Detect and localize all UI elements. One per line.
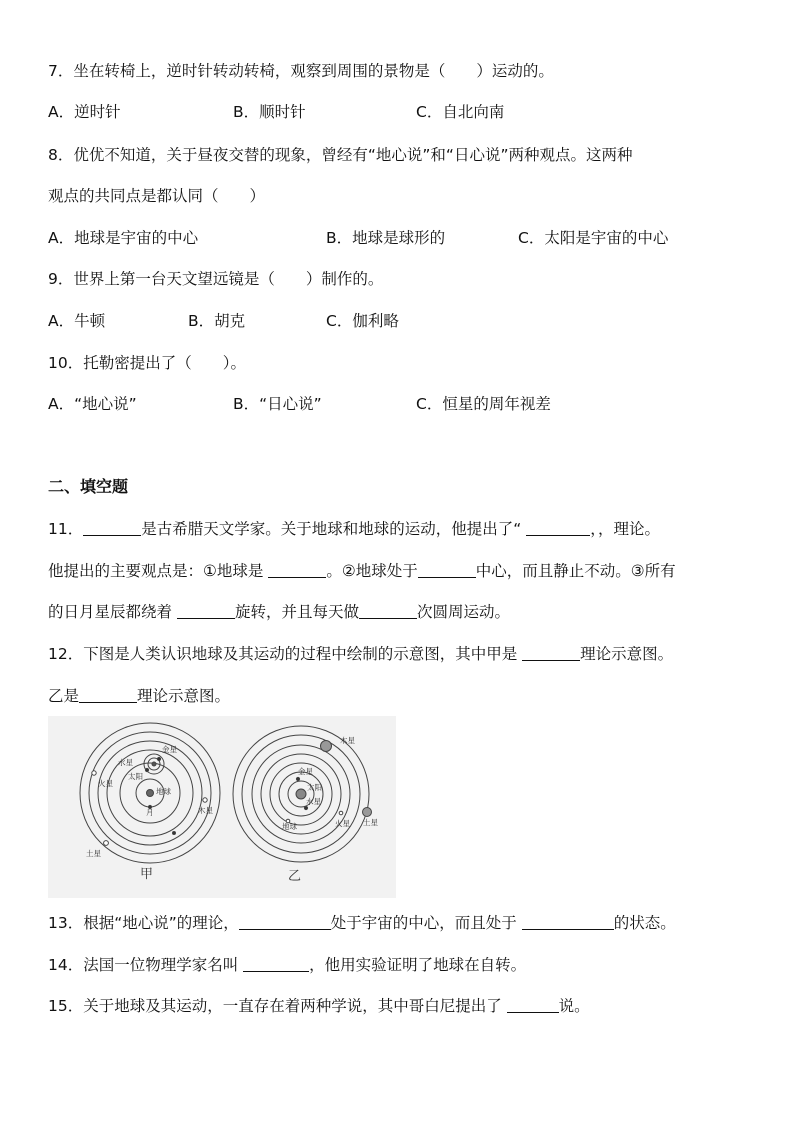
right-label-tuxing: 土星 — [363, 818, 378, 827]
q13-text-2: 处于宇宙的中心，而且处于 — [330, 914, 517, 932]
q8-option-b: B．地球是球形的 — [326, 229, 446, 247]
geocentric-diagram — [80, 723, 220, 863]
q12-blank-1[interactable] — [522, 644, 580, 661]
left-label-shuixing: 水星 — [118, 758, 133, 767]
q13-text-1: 13．根据“地心说”的理论， — [48, 914, 239, 932]
q15-text-2: 说。 — [558, 997, 590, 1015]
q10-stem: 10．托勒密提出了（ ）。 — [48, 354, 246, 372]
q8-option-c: C．太阳是宇宙的中心 — [518, 229, 669, 247]
left-label-jinxing: 金星 — [162, 745, 177, 754]
q11-blank-1[interactable] — [83, 519, 141, 536]
q12-text-3: 乙是 — [48, 687, 80, 705]
left-label-diqiu: 地球 — [156, 787, 171, 796]
q13-text-3: 的状态。 — [613, 914, 676, 932]
q9-stem: 9．世界上第一台天文望远镜是（ ）制作的。 — [48, 270, 384, 288]
q8-option-a: A．地球是宇宙的中心 — [48, 229, 199, 247]
left-caption: 甲 — [140, 867, 154, 882]
q9-option-b: B．胡克 — [188, 312, 246, 330]
q11-text-4: 。②地球处于 — [326, 562, 418, 580]
right-label-jinxing: 金星 — [298, 767, 313, 776]
q12-text-1: 12．下图是人类认识地球及其运动的过程中绘制的示意图，其中甲是 — [48, 645, 518, 663]
q13-blank-2[interactable] — [522, 913, 614, 930]
q9-option-a: A．牛顿 — [48, 312, 106, 330]
q14-text-1: 14．法国一位物理学家名叫 — [48, 956, 239, 974]
q12-text-2: 理论示意图。 — [580, 645, 674, 663]
left-label-tuxing: 土星 — [86, 849, 101, 858]
solar-model-svg — [48, 716, 396, 898]
q14-blank-1[interactable] — [243, 955, 309, 972]
left-label-taiyang: 太阳 — [128, 772, 143, 781]
right-label-taiyang: 太阳 — [307, 783, 322, 792]
q11-text-7: 旋转，并且每天做 — [234, 603, 359, 621]
q12-line1 — [48, 644, 673, 664]
q10-option-c: C．恒星的周年视差 — [416, 395, 551, 413]
right-label-diqiu: 地球 — [282, 822, 297, 831]
right-caption: 乙 — [288, 869, 302, 884]
q11-line2 — [48, 561, 676, 581]
q12-line2 — [48, 686, 230, 706]
q14-line — [48, 955, 526, 975]
section-heading: 二、填空题 — [48, 477, 129, 496]
q11-text-3: 他提出的主要观点是：①地球是 — [48, 562, 264, 580]
q12-text-4: 理论示意图。 — [137, 687, 231, 705]
q11-number: 11． — [48, 520, 84, 538]
left-label-huoxing: 火星 — [98, 779, 113, 788]
q8-stem-line1: 8．优优不知道，关于昼夜交替的现象，曾经有“地心说”和“日心说”两种观点。这两种 — [48, 146, 633, 164]
q15-blank-1[interactable] — [507, 996, 559, 1013]
solar-model-figure — [48, 716, 396, 898]
q11-blank-3[interactable] — [268, 561, 326, 578]
q11-text-5: 中心，而且静止不动。③所有 — [475, 562, 676, 580]
heliocentric-diagram — [233, 726, 372, 862]
q15-text-1: 15．关于地球及其运动，一直存在着两种学说，其中哥白尼提出了 — [48, 997, 502, 1015]
q11-text-1: 是古希腊天文学家。关于地球和地球的运动，他提出了“ — [141, 520, 522, 538]
q9-option-c: C．伽利略 — [326, 312, 399, 330]
q11-blank-4[interactable] — [418, 561, 476, 578]
right-label-muxing: 木星 — [340, 736, 355, 745]
q11-blank-6[interactable] — [359, 602, 417, 619]
q14-text-2: ，他用实验证明了地球在自转。 — [309, 956, 527, 974]
left-label-yue: 月 — [146, 808, 154, 817]
left-label-muxing: 木星 — [198, 806, 213, 815]
q7-option-c: C．自北向南 — [416, 103, 505, 121]
q8-stem-line2: 观点的共同点是都认同（ ） — [48, 187, 266, 205]
q10-option-a: A．“地心说” — [48, 395, 137, 413]
q11-text-6: 的日月星辰都绕着 — [48, 603, 173, 621]
right-label-shuixing: 水星 — [306, 797, 321, 806]
q11-line1 — [48, 519, 660, 539]
q7-stem: 7．坐在转椅上，逆时针转动转椅，观察到周围的景物是（ ）运动的。 — [48, 62, 554, 80]
q11-text-2: ，，理论。 — [590, 520, 660, 538]
q13-blank-1[interactable] — [239, 913, 331, 930]
q10-option-b: B．“日心说” — [233, 395, 322, 413]
q11-line3 — [48, 602, 510, 622]
q11-blank-5[interactable] — [177, 602, 235, 619]
q7-option-b: B．顺时针 — [233, 103, 306, 121]
q11-blank-2[interactable] — [526, 519, 590, 536]
q7-option-a: A．逆时针 — [48, 103, 121, 121]
q12-blank-2[interactable] — [79, 686, 137, 703]
q11-text-8: 次圆周运动。 — [416, 603, 510, 621]
q15-line — [48, 996, 590, 1016]
q13-line — [48, 913, 676, 933]
right-label-huoxing: 火星 — [335, 819, 350, 828]
